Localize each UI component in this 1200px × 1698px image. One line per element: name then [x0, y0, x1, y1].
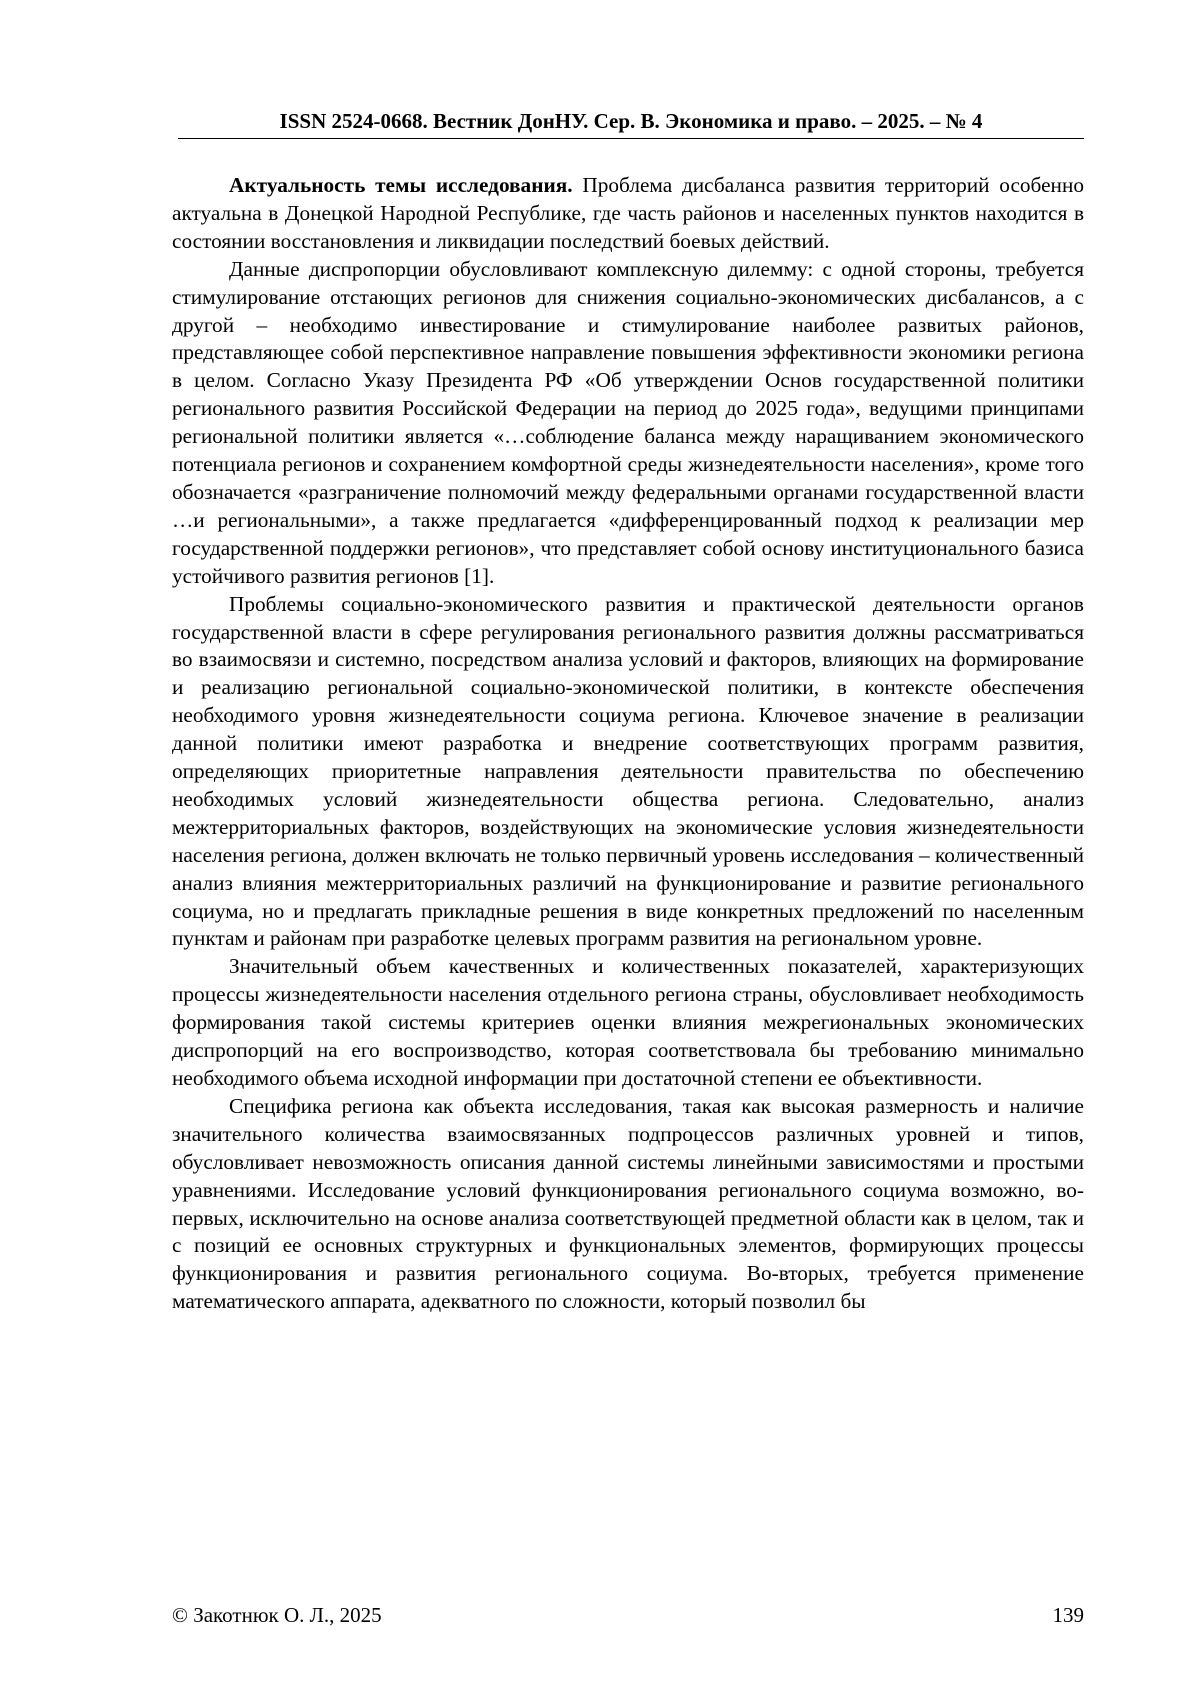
- article-body: [172, 172, 1084, 1316]
- paragraph-disproportions: Данные диспропорции обусловливают комплексную дилемму: с одной стороны, требуется стимулирование отстающих регионов для снижения социально-экономических дисбалансов, а с другой – необходимо инвестирование и стимулирование наиболее развитых районов, представляющее собой перспективное направление повышения эффективности экономики региона в целом. Согласно Указу Президента РФ «Об утверждении Основ государственной политики регионального развития Российской Федерации на период до 2025 года», ведущими принципами региональной политики является «…соблюдение баланса между наращиванием экономического потенциала регионов и сохранением комфортной среды жизнедеятельности населения», кроме того обозначается «разграничение полномочий между федеральными органами государственной власти …и региональными», а также предлагается «дифференцированный подход к реализации мер государственной поддержки регионов», что представляет собой основу институционального базиса устойчивого развития регионов [1].: [172, 256, 1084, 588]
- page-number: 139: [1052, 1603, 1084, 1627]
- paragraph-region-specifics: Специфика региона как объекта исследования, такая как высокая размерность и наличие значительного количества взаимосвязанных подпроцессов различных уровней и типов, обусловливает невозможность описания данной системы линейными зависимостями и простыми уравнениями. Исследование условий функционирования регионального социума возможно, во-первых, исключительно на основе анализа соответствующей предметной области как в целом, так и с позиций ее основных структурных и функциональных элементов, формирующих процессы функционирования и развития регионального социума. Во-вторых, требуется применение математического аппарата, адекватного по сложности, который позволил бы: [172, 1093, 1084, 1314]
- journal-header: ISSN 2524-0668. Вестник ДонНУ. Сер. В. Экономика и право. – 2025. – № 4: [279, 109, 983, 133]
- paragraph-relevance: [172, 172, 1084, 256]
- copyright-notice: © Закотнюк О. Л., 2025: [172, 1603, 382, 1627]
- header-divider: [178, 138, 1084, 139]
- paragraph-indicators: Значительный объем качественных и количественных показателей, характеризующих процессы жизнедеятельности населения отдельного региона страны, обусловливает необходимость формирования такой системы критериев оценки влияния межрегиональных экономических диспропорций на его воспроизводство, которая соответствовала бы требованию минимально необходимого объема исходной информации при достаточной степени ее объективности.: [172, 954, 1084, 1090]
- paragraph-text: Проблема дисбаланса развития территорий особенно актуальна в Донецкой Народной Республике, где часть районов и населенных пунктов находится в состоянии восстановления и ликвидации последствий боевых действий.: [172, 173, 1084, 253]
- paragraph-lead-heading: Актуальность темы исследования.: [229, 173, 573, 197]
- paragraph-problems: Проблемы социально-экономического развития и практической деятельности органов государственной власти в сфере регулирования регионального развития должны рассматриваться во взаимосвязи и системно, посредством анализа условий и факторов, влияющих на формирование и реализацию региональной социально-экономической политики, в контексте обеспечения необходимого уровня жизнедеятельности социума региона. Ключевое значение в реализации данной политики имеют разработка и внедрение соответствующих программ развития, определяющих приоритетные направления деятельности правительства по обеспечению необходимых условий жизнедеятельности общества региона. Следовательно, анализ межтерриториальных факторов, воздействующих на экономические условия жизнедеятельности населения региона, должен включать не только первичный уровень исследования – количественный анализ влияния межтерриториальных различий на функционирование и развитие регионального социума, но и предлагать прикладные решения в виде конкретных предложений по населенным пунктам и районам при разработке целевых программ развития на региональном уровне.: [172, 591, 1084, 951]
